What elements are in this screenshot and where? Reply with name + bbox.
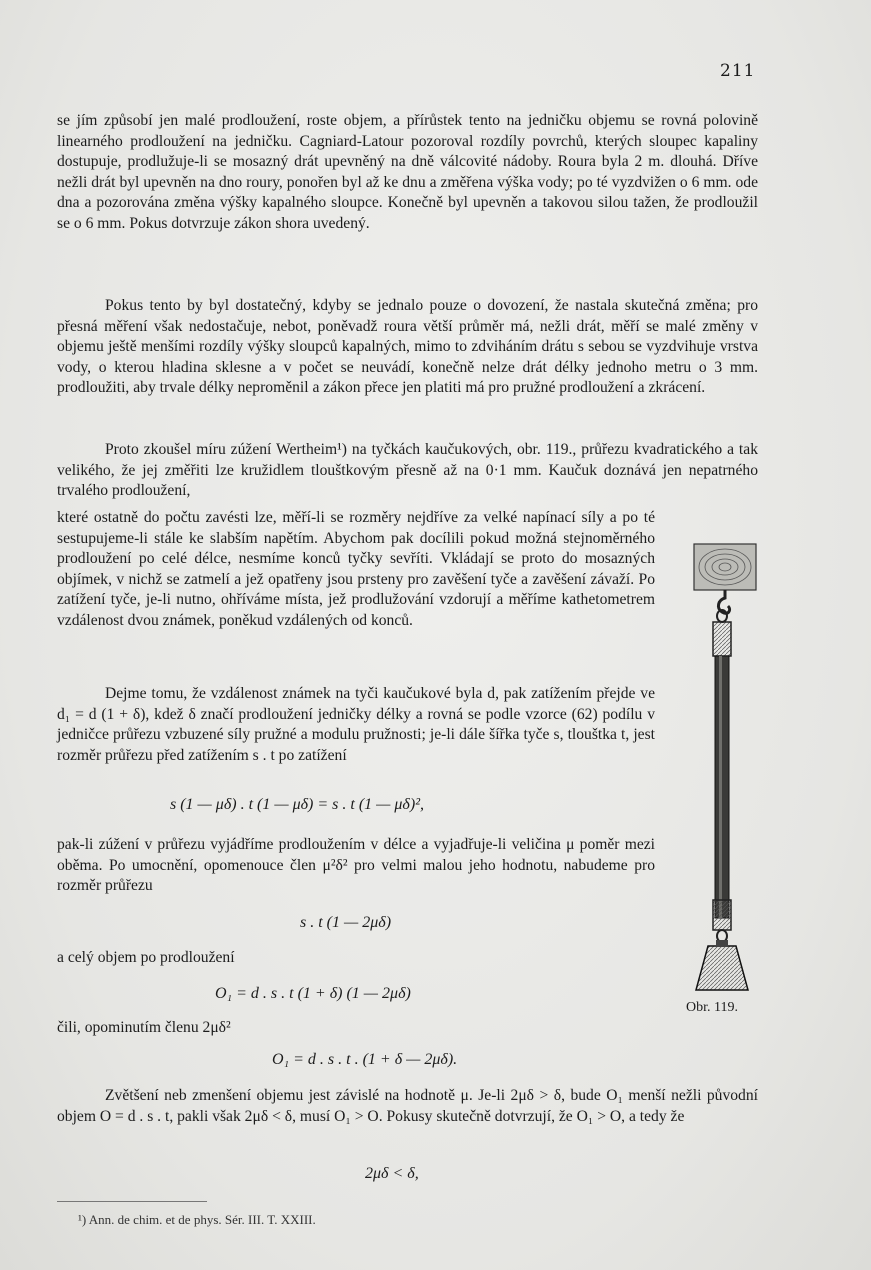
line-after-formula-2: a celý objem po prodloužení: [57, 949, 235, 966]
formula-3: O₁ = d . s . t (1 + δ) (1 — 2μδ): [215, 985, 411, 1002]
paragraph-after-formula-1: [57, 835, 655, 897]
rubber-rod-figure: [686, 538, 766, 998]
formula-4: O₁ = d . s . t . (1 + δ — 2μδ).: [272, 1051, 458, 1068]
paragraph-3-rest-text: které ostatně do počtu zavésti lze, měří-li se rozměry nejdříve za velké napínací síly a po té sestupujeme-li stále ke slabším napětím. Abychom pak docílili pokud možná stejnoměrného prodloužení po celé délce, nesmíme konců tyčky sevříti. Vkládají se proto do mosazných objímek, v nichž se zatmelí a jež opatřeny jsou prsteny pro zavěšení tyče a zavěšení závaží. Po zatížení tyče, je-li nutno, ohříváme místa, jež prodlužování vzdorují a měříme kathetometrem vzdálenost dvou známek, poněkud vzdálených od konců.: [57, 509, 655, 629]
paragraph-3-start-text: Proto zkoušel míru zúžení Wertheim¹) na tyčkách kaučukových, obr. 119., průřezu kvadratického a tak velikého, že jej změřiti lze kružidlem tlouštkovým přesně až na 0·1 mm. Kaučuk doznává jen nepatrného trvalého prodloužení,: [57, 441, 758, 499]
paragraph-2: [57, 296, 758, 399]
formula-2: s . t (1 — 2μδ): [300, 914, 392, 931]
paragraph-after-formula-1-text: pak-li zúžení v průřezu vyjádříme prodloužením v délce a vyjadřuje-li veličina μ poměr mezi oběma. Po umocnění, opomenouce člen μ²δ² pro velmi malou jeho hodnotu, nabudeme pro rozměr průřezu: [57, 836, 655, 894]
paragraph-5: [57, 1086, 758, 1127]
paragraph-1: [57, 111, 758, 234]
paragraph-2-text: Pokus tento by byl dostatečný, kdyby se jednalo pouze o dovození, že nastala skutečná změna; pro přesná měření však nedostačuje, nebot, poněvadž roura větší průměr má, nežli drát, měří se malé změny v objemu ještě menšími rozdíly výšky sloupců kapalných, mimo to zdviháním drátu s sebou se vyzdvihuje vrstva vody, o kterou hladina sklesne a v počet se neuvádí, konečně nelze drát délky jednoho metru o 3 mm. prodloužiti, aby trvale délky neproměnil a zákon přece jen platiti má pro pružné prodloužení a zkrácení.: [57, 297, 758, 396]
top-sleeve-icon: [713, 622, 731, 656]
figure-caption: Obr. 119.: [686, 1000, 738, 1015]
paragraph-4-text: Dejme tomu, že vzdálenost známek na tyči kaučukové byla d, pak zatížením přejde ve d₁ = d (1 + δ), kdež δ značí prodloužení jedničky délky a rovná se podle vzorce (62) podílu v jedničce průřezu vzbuzené síly pružné a modulu pružnosti; je-li dále šířka tyče s, tlouštka t, jest rozměr průřezu před zatížením s . t po zatížení: [57, 685, 655, 764]
footnote: ¹) Ann. de chim. et de phys. Sér. III. T. XXIII.: [78, 1212, 316, 1227]
clamp-block-icon: [694, 544, 756, 590]
paragraph-4: [57, 684, 655, 766]
bottom-sleeve-icon: [713, 900, 731, 930]
weight-icon: [696, 946, 748, 990]
footnote-divider: [57, 1201, 207, 1202]
paragraph-1-text: se jím způsobí jen malé prodloužení, roste objem, a přírůstek tento na jedničku objemu se rovná polovině linearného prodloužení na jedničku. Cagniard-Latour pozoroval rozdíly povrchů, kterých sloupec kapaliny dostupuje, prodlužuje-li se mosazný drát upevněný na dně válcovité nádoby. Roura byla 2 m. dlouhá. Dříve nežli drát byl upevněn na dno roury, ponořen byl až ke dnu a změřena výška vody; po té vyzdvižen o 6 mm. ode dna a pozorována změna výšky kapalného sloupce. Konečně byl upevněn a takovou silou tažen, že prodloužil se o 6 mm. Pokus dotvrzuje zákon shora uvedený.: [57, 112, 758, 232]
formula-5: 2μδ < δ,: [365, 1165, 419, 1182]
formula-1: s (1 — μδ) . t (1 — μδ) = s . t (1 — μδ)²,: [170, 796, 424, 813]
line-after-formula-3: čili, opominutím členu 2μδ²: [57, 1019, 231, 1036]
page-number: 211: [720, 61, 756, 81]
paragraph-3-start: [57, 440, 758, 502]
paragraph-3-rest: [57, 508, 655, 631]
paragraph-5-text: Zvětšení neb zmenšení objemu jest závislé na hodnotě μ. Je-li 2μδ > δ, bude O₁ menší nežli původní objem O = d . s . t, pakli však 2μδ < δ, musí O₁ > O. Pokusy skutečně dotvrzují, že O₁ > O, a tedy že: [57, 1087, 758, 1125]
